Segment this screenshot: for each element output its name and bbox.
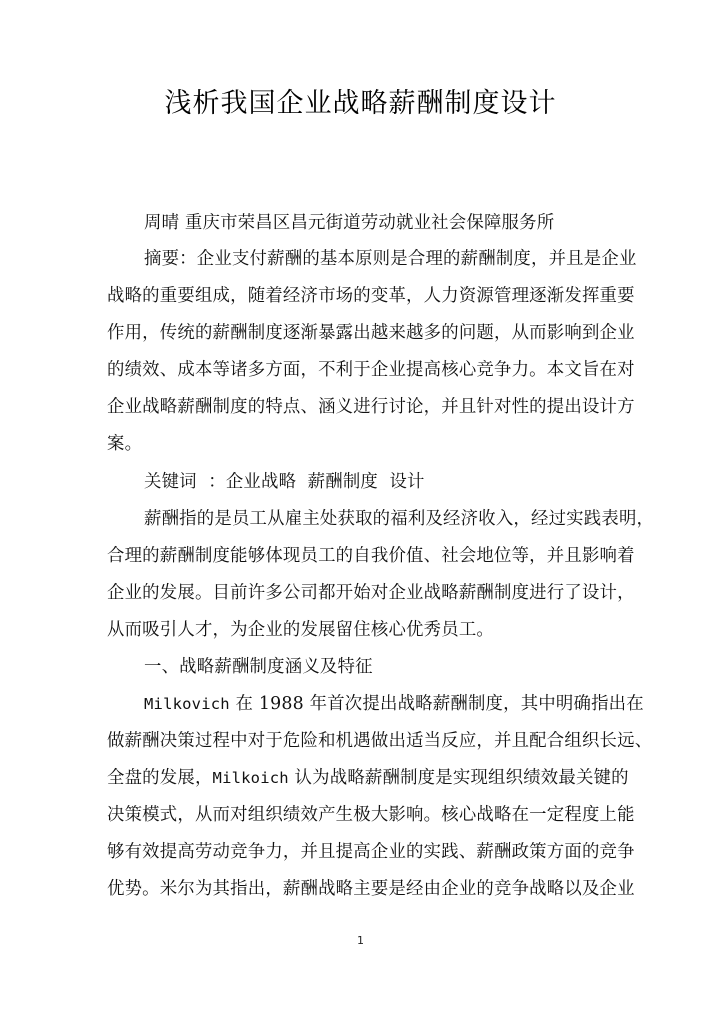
author-name-milkoich: Milkoich [212, 769, 289, 787]
paragraph-line [107, 766, 629, 790]
line-text: 全盘的发展， [107, 768, 213, 788]
paragraph-line: 薪酬指的是员工从雇主处获取的福利及经济收入，经过实践表明， [144, 509, 655, 529]
abstract-line: 案。 [107, 434, 143, 454]
document-title: 浅析我国企业战略薪酬制度设计 [164, 88, 557, 119]
paragraph-line: 从而吸引人才，为企业的发展留住核心优秀员工。 [107, 620, 494, 640]
abstract-line: 作用，传统的薪酬制度逐渐暴露出越来越多的问题，从而影响到企业 [107, 323, 635, 343]
paragraph-line: 优势。米尔为其指出，薪酬战略主要是经由企业的竞争战略以及企业 [107, 879, 635, 899]
paragraph-line: 企业的发展。目前许多公司都开始对企业战略薪酬制度进行了设计， [107, 583, 635, 603]
keywords: 关键词 ：企业战略 薪酬制度 设计 [144, 472, 425, 492]
paragraph-line [144, 692, 644, 716]
paragraph-line: 合理的薪酬制度能够体现员工的自我价值、社会地位等，并且影响着 [107, 546, 635, 566]
paragraph-line: 做薪酬决策过程中对于危险和机遇做出适当反应，并且配合组织长远、 [107, 731, 653, 751]
page-number: 1 [357, 934, 364, 947]
author-name-milkovich: Milkovich [144, 695, 230, 713]
section-heading: 一、战略薪酬制度涵义及特征 [144, 657, 373, 677]
paragraph-line: 决策模式，从而对组织绩效产生极大影响。核心战略在一定程度上能 [107, 805, 635, 825]
abstract-line: 摘要：企业支付薪酬的基本原则是合理的薪酬制度，并且是企业 [144, 249, 637, 269]
paragraph-line: 够有效提高劳动竞争力，并且提高企业的实践、薪酬政策方面的竞争 [107, 842, 635, 862]
line-text: 在 1988 年首次提出战略薪酬制度，其中明确指出在 [229, 694, 644, 714]
abstract-line: 战略的重要组成，随着经济市场的变革，人力资源管理逐渐发挥重要 [107, 286, 635, 306]
line-text: 认为战略薪酬制度是实现组织绩效最关键的 [288, 768, 629, 788]
abstract-line: 企业战略薪酬制度的特点、涵义进行讨论，并且针对性的提出设计方 [107, 397, 635, 417]
abstract-line: 的绩效、成本等诸多方面，不利于企业提高核心竞争力。本文旨在对 [107, 360, 635, 380]
author-affiliation: 周晴 重庆市荣昌区昌元街道劳动就业社会保障服务所 [144, 213, 555, 233]
